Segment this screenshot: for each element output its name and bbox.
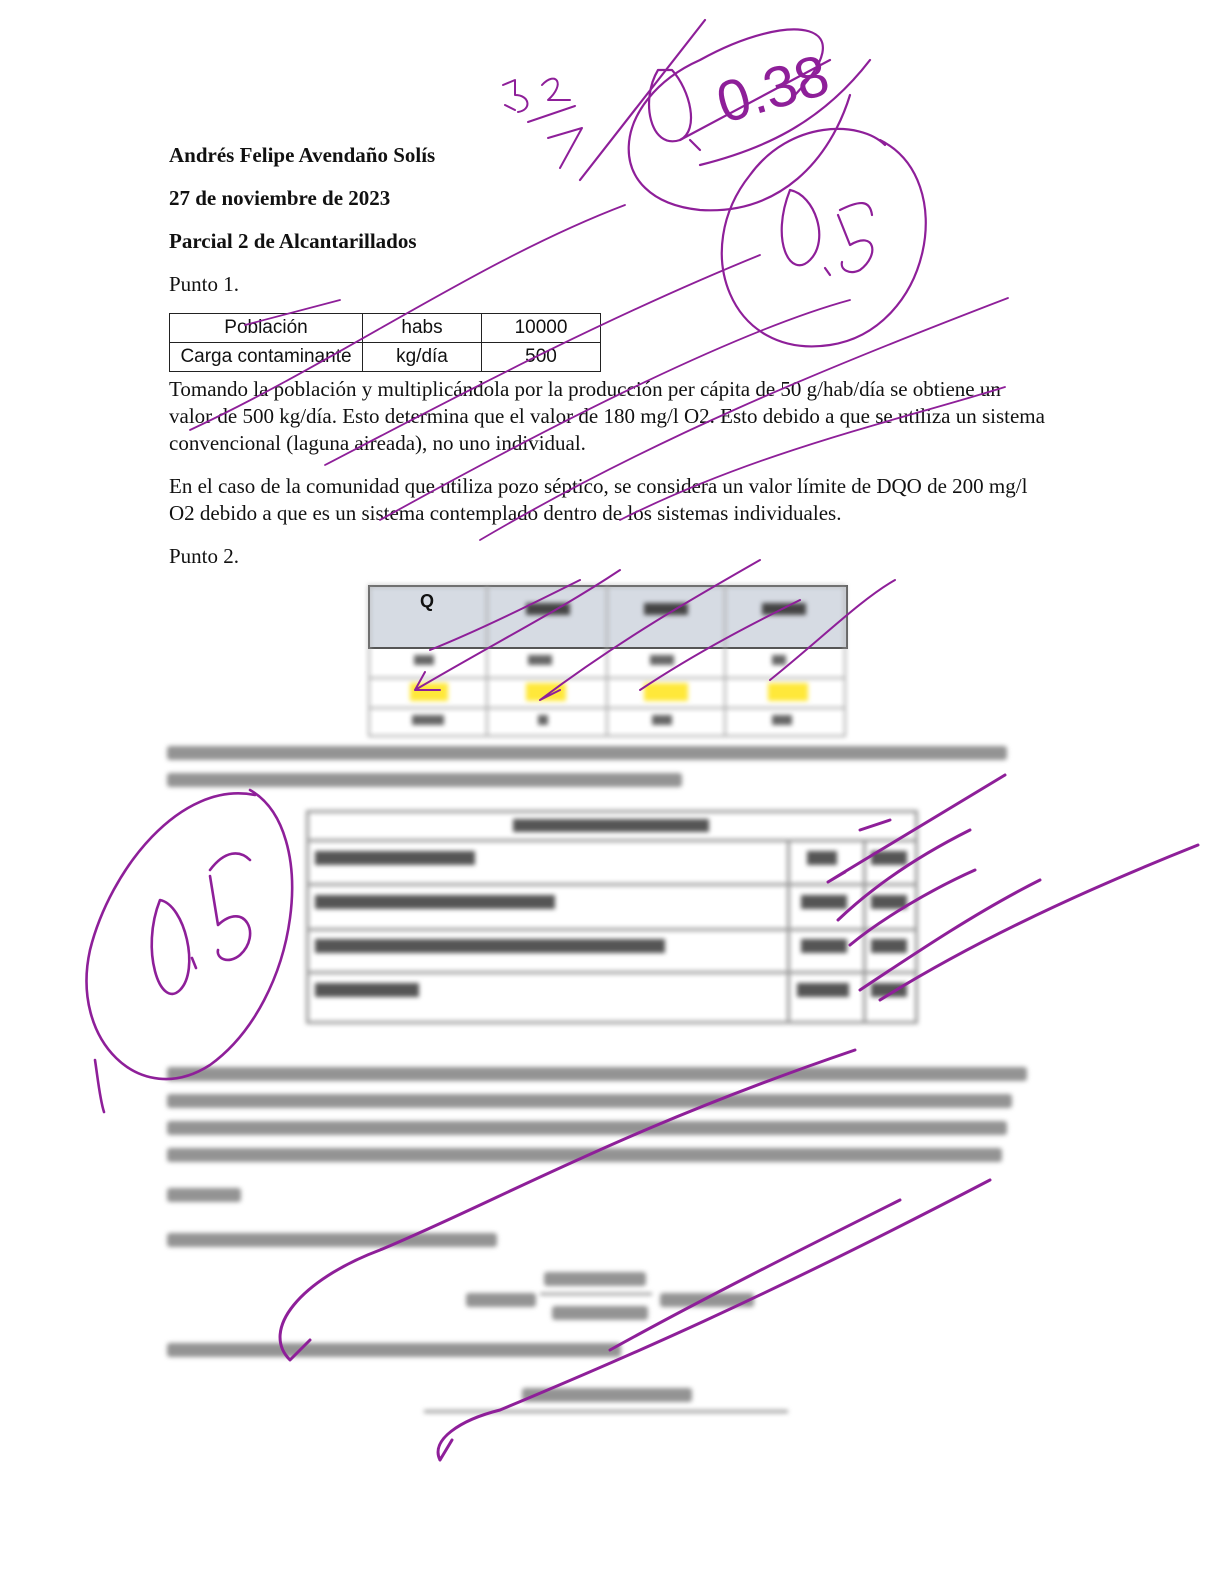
table-cell: Carga contaminante [170, 343, 363, 372]
table-cell: kg/día [363, 343, 482, 372]
score-circle-lower [87, 790, 293, 1112]
blurred-flow-table [368, 585, 846, 737]
score-0-38 [580, 20, 870, 210]
section-label-punto-2: Punto 2. [169, 544, 240, 568]
table-header-cell: Q [420, 591, 435, 611]
document-title: Parcial 2 de Alcantarillados [169, 229, 417, 253]
population-table [169, 313, 601, 372]
paragraph-punto-1b: En el caso de la comunidad que utiliza pozo séptico, se considera un valor límite de DQO de 200 mg/l O2 debido a que es un sistema contemplado dentro de los sistemas individuales. [169, 474, 1028, 525]
table-cell: 10000 [482, 314, 601, 343]
table-cell: 500 [482, 343, 601, 372]
section-label-punto-1: Punto 1. [169, 272, 240, 296]
author-name: Andrés Felipe Avendaño Solís [169, 143, 436, 167]
score-top-text: 0.38 [709, 42, 836, 136]
score-circle-upper [722, 129, 926, 346]
table-row [170, 314, 601, 343]
blurred-design-table [306, 810, 918, 1024]
score-fraction [503, 79, 582, 168]
table-row [170, 343, 601, 372]
paragraph-punto-1a: Tomando la población y multiplicándola por la producción per cápita de 50 g/hab/día se obtiene un valor de 500 kg/día. Esto determina que el valor de 180 mg/l O2. Esto debido a que se utiliza un sistema convencional (laguna aireada), no uno individual. [169, 377, 1045, 455]
document-date: 27 de noviembre de 2023 [169, 186, 391, 210]
table-cell: habs [363, 314, 482, 343]
table-cell: Población [170, 314, 363, 343]
